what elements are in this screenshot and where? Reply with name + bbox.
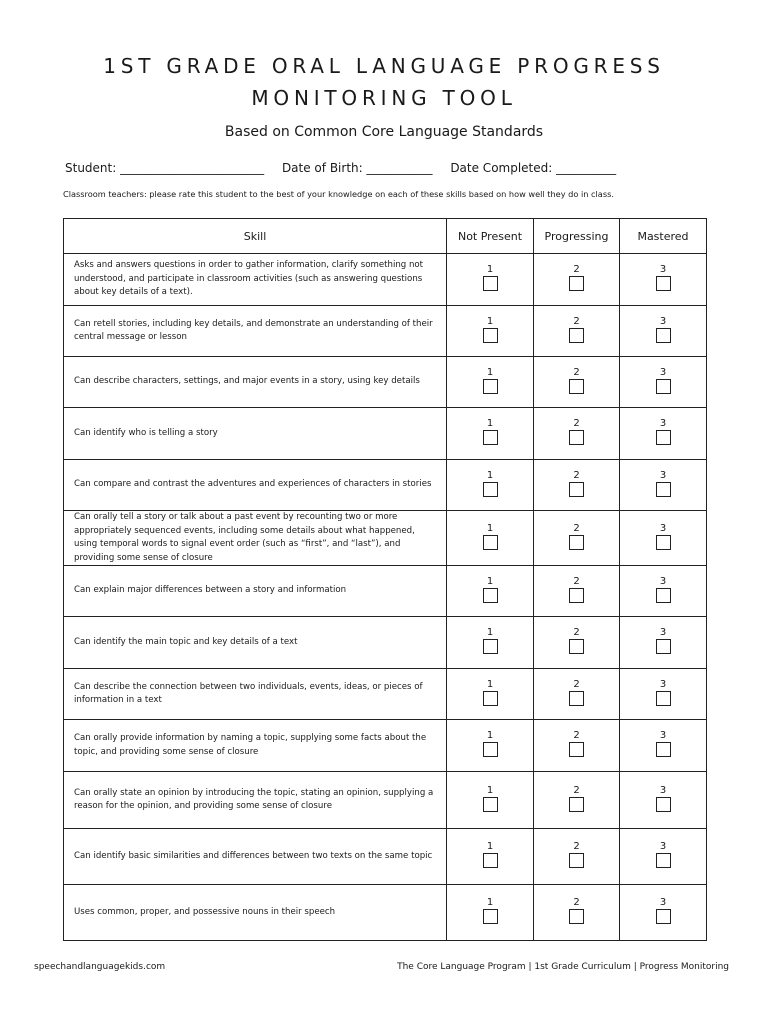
rating-checkbox[interactable]: [656, 797, 671, 812]
rating-number: 1: [486, 575, 494, 587]
rating-number: 1: [486, 315, 494, 327]
table-row: [64, 885, 707, 941]
rating-number: 2: [573, 784, 580, 796]
rating-number: 1: [486, 897, 494, 908]
table-row: [64, 254, 707, 306]
rating-checkbox[interactable]: [569, 535, 584, 550]
rating-checkbox[interactable]: [483, 379, 498, 394]
rating-checkbox[interactable]: [569, 742, 584, 757]
skill-description: Can describe characters, settings, and major events in a story, using key details: [64, 357, 447, 408]
rating-cell-progressing: [534, 357, 620, 408]
rating-cell-progressing: [534, 254, 620, 306]
rating-cell-not-present: [447, 511, 534, 566]
rating-number: 1: [486, 469, 494, 481]
rating-checkbox[interactable]: [483, 482, 498, 497]
skill-description: Can explain major differences between a story and information: [64, 566, 447, 617]
rating-checkbox[interactable]: [483, 588, 498, 603]
rating-checkbox[interactable]: [656, 742, 671, 757]
rating-checkbox[interactable]: [569, 430, 584, 445]
header-skill: Skill: [64, 219, 447, 254]
table-header-row: [64, 219, 707, 254]
rating-cell-progressing: [534, 460, 620, 511]
rating-cell-mastered: [620, 408, 707, 460]
rating-cell-not-present: [447, 617, 534, 669]
rating-number: 2: [573, 522, 580, 534]
skill-description: Can orally provide information by naming a topic, supplying some facts about the topic, and providing some sense of closure: [64, 720, 447, 772]
rating-cell-mastered: [620, 460, 707, 511]
rating-checkbox[interactable]: [656, 535, 671, 550]
rating-checkbox[interactable]: [656, 379, 671, 394]
rating-number: 2: [573, 418, 580, 429]
rating-cell-mastered: [620, 885, 707, 941]
rating-number: 2: [573, 627, 580, 638]
table-row: [64, 408, 707, 460]
rating-cell-not-present: [447, 566, 534, 617]
rating-cell-not-present: [447, 460, 534, 511]
rating-number: 2: [573, 678, 580, 690]
title-line-2: MONITORING TOOL: [251, 86, 517, 110]
page-title: [0, 50, 768, 114]
date-of-birth-field[interactable]: Date of Birth: ___________: [281, 161, 433, 175]
title-line-1: 1ST GRADE ORAL LANGUAGE PROGRESS: [103, 54, 665, 78]
skill-description: Can compare and contrast the adventures and experiences of characters in stories: [64, 460, 447, 511]
rating-number: 3: [659, 730, 667, 741]
rating-cell-mastered: [620, 617, 707, 669]
rating-number: 3: [659, 678, 667, 690]
rating-checkbox[interactable]: [656, 430, 671, 445]
rating-number: 1: [486, 264, 494, 275]
rating-cell-not-present: [447, 829, 534, 885]
rating-cell-not-present: [447, 306, 534, 357]
rating-cell-mastered: [620, 669, 707, 720]
rating-cell-progressing: [534, 772, 620, 829]
rating-number: 2: [573, 264, 580, 275]
rating-number: 1: [486, 784, 494, 796]
rating-number: 1: [486, 366, 494, 378]
rating-checkbox[interactable]: [483, 639, 498, 654]
skill-description: Can identify the main topic and key details of a text: [64, 617, 447, 669]
header-not-present: Not Present: [447, 219, 534, 254]
footer-program: The Core Language Program | 1st Grade Curriculum | Progress Monitoring: [397, 962, 729, 972]
subtitle: Based on Common Core Language Standards: [224, 124, 544, 140]
rating-checkbox[interactable]: [569, 909, 584, 924]
rating-number: 3: [659, 897, 667, 908]
table-row: [64, 460, 707, 511]
rating-checkbox[interactable]: [656, 909, 671, 924]
rating-checkbox[interactable]: [656, 328, 671, 343]
rating-number: 3: [659, 784, 667, 796]
skill-description: Can retell stories, including key details, and demonstrate an understanding of their central message or lesson: [64, 306, 447, 357]
skill-description: Can orally tell a story or talk about a past event by recounting two or more appropriately sequenced events, including some details about what happened, using temporal words to signal event order (such as “first”, and “last”), and providing some sense of closure: [64, 511, 447, 566]
rating-cell-not-present: [447, 885, 534, 941]
rating-cell-mastered: [620, 829, 707, 885]
skill-description: Can describe the connection between two individuals, events, ideas, or pieces of information in a text: [64, 669, 447, 720]
rating-checkbox[interactable]: [569, 276, 584, 291]
rating-cell-mastered: [620, 306, 707, 357]
rating-cell-mastered: [620, 357, 707, 408]
rating-cell-progressing: [534, 566, 620, 617]
rating-cell-progressing: [534, 720, 620, 772]
rating-checkbox[interactable]: [569, 853, 584, 868]
rating-number: 3: [659, 366, 667, 378]
rating-cell-not-present: [447, 357, 534, 408]
rating-number: 2: [573, 897, 580, 908]
instructions: Classroom teachers: please rate this student to the best of your knowledge on each of these skills based on how well they do in class.: [63, 189, 614, 199]
rating-checkbox[interactable]: [569, 328, 584, 343]
rating-cell-mastered: [620, 772, 707, 829]
rating-checkbox[interactable]: [656, 276, 671, 291]
rating-checkbox[interactable]: [656, 639, 671, 654]
rating-checkbox[interactable]: [483, 691, 498, 706]
rating-checkbox[interactable]: [483, 797, 498, 812]
rating-checkbox[interactable]: [483, 430, 498, 445]
rating-number: 1: [486, 418, 494, 429]
rating-cell-progressing: [534, 669, 620, 720]
rating-checkbox[interactable]: [656, 588, 671, 603]
rating-cell-not-present: [447, 669, 534, 720]
rating-checkbox[interactable]: [569, 691, 584, 706]
rating-cell-progressing: [534, 511, 620, 566]
rating-checkbox[interactable]: [656, 482, 671, 497]
skill-description: Can orally state an opinion by introducing the topic, stating an opinion, supplying a reason for the opinion, and providing some sense of closure: [64, 772, 447, 829]
rating-number: 1: [486, 841, 494, 852]
rating-checkbox[interactable]: [483, 276, 498, 291]
skill-description: Uses common, proper, and possessive nouns in their speech: [64, 885, 447, 941]
rating-cell-progressing: [534, 885, 620, 941]
rating-cell-not-present: [447, 720, 534, 772]
rating-number: 2: [573, 315, 580, 327]
rating-cell-progressing: [534, 617, 620, 669]
rating-number: 3: [659, 418, 667, 429]
rating-checkbox[interactable]: [483, 328, 498, 343]
student-info-fields: [65, 161, 715, 175]
rating-cell-mastered: [620, 566, 707, 617]
rating-cell-progressing: [534, 829, 620, 885]
rating-cell-mastered: [620, 511, 707, 566]
table-row: [64, 306, 707, 357]
rating-cell-progressing: [534, 408, 620, 460]
rating-cell-not-present: [447, 254, 534, 306]
header-mastered: Mastered: [620, 219, 707, 254]
rating-number: 3: [659, 315, 667, 327]
table-row: [64, 720, 707, 772]
rating-number: 2: [573, 469, 580, 481]
table-row: [64, 617, 707, 669]
rating-number: 3: [659, 264, 667, 275]
rating-checkbox[interactable]: [483, 535, 498, 550]
rating-cell-not-present: [447, 772, 534, 829]
rating-checkbox[interactable]: [569, 797, 584, 812]
date-completed-field[interactable]: Date Completed: __________: [450, 161, 617, 175]
table-row: [64, 357, 707, 408]
rating-checkbox[interactable]: [569, 379, 584, 394]
rating-number: 2: [573, 730, 580, 741]
table-row: [64, 669, 707, 720]
table-row: [64, 511, 707, 566]
table-row: [64, 566, 707, 617]
rating-number: 3: [659, 841, 667, 852]
rating-cell-mastered: [620, 720, 707, 772]
rating-number: 1: [486, 678, 494, 690]
rating-number: 3: [659, 575, 667, 587]
rating-checkbox[interactable]: [483, 909, 498, 924]
skills-rating-table: [63, 218, 707, 941]
table-row: [64, 829, 707, 885]
student-name-field[interactable]: Student: ________________________: [65, 161, 265, 175]
rating-checkbox[interactable]: [569, 588, 584, 603]
rating-checkbox[interactable]: [569, 482, 584, 497]
header-progressing: Progressing: [534, 219, 620, 254]
rating-checkbox[interactable]: [483, 853, 498, 868]
skill-description: Can identify basic similarities and differences between two texts on the same topic: [64, 829, 447, 885]
rating-checkbox[interactable]: [656, 691, 671, 706]
rating-number: 2: [573, 575, 580, 587]
rating-number: 2: [573, 366, 580, 378]
rating-number: 3: [659, 627, 667, 638]
rating-checkbox[interactable]: [569, 639, 584, 654]
rating-cell-mastered: [620, 254, 707, 306]
footer-website: speechandlanguagekids.com: [34, 962, 166, 972]
skill-description: Can identify who is telling a story: [64, 408, 447, 460]
rating-number: 3: [659, 469, 667, 481]
rating-checkbox[interactable]: [483, 742, 498, 757]
rating-number: 1: [486, 522, 494, 534]
rating-number: 2: [573, 841, 580, 852]
rating-checkbox[interactable]: [656, 853, 671, 868]
table-row: [64, 772, 707, 829]
rating-number: 1: [486, 627, 494, 638]
skill-description: Asks and answers questions in order to gather information, clarify something not understood, and participate in classroom activities (such as answering questions about key details of a text).: [64, 254, 447, 306]
rating-number: 3: [659, 522, 667, 534]
rating-cell-progressing: [534, 306, 620, 357]
rating-number: 1: [486, 730, 494, 741]
rating-cell-not-present: [447, 408, 534, 460]
